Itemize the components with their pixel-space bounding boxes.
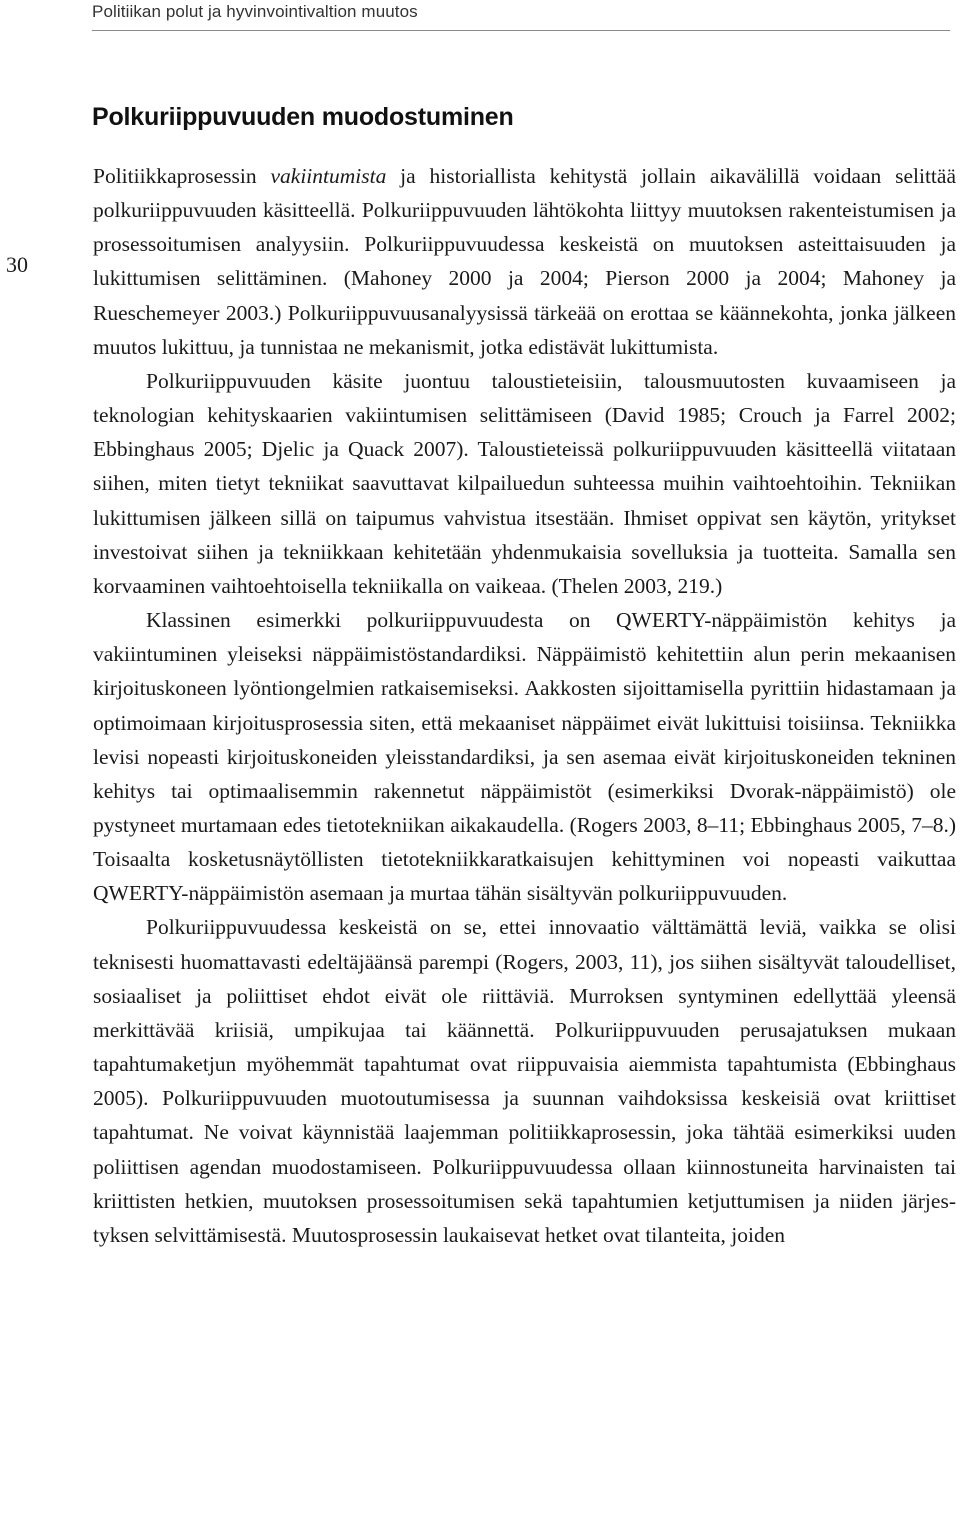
page-number: 30	[6, 252, 28, 277]
paragraph-1	[93, 159, 956, 364]
paragraph-3: Klassinen esimerkki polkuriippuvuudesta on QWERTY-näppäimistön kehitys ja vakiintuminen yleiseksi näppäimistöstandardiksi. Näppäimistö kehitettiin alun perin mekaanisen kirjoituskoneen lyöntiongelmien ratkaisemiseksi. Aakkosten sijoittamisella pyrittiin hidastamaan ja optimoimaan kirjoitusprosessia siten, että mekaaniset näppäimet eivät lukittuisi toisiinsa. Tekniikka levisi nopeasti kirjoituskoneiden yleisstandardiksi, ja sen asemaa eivät kirjoituskoneiden tekninen kehitys tai optimaalisemmin rakennetut näppäimistöt (esimerkiksi Dvorak-näppäimistö) ole pystyneet murtamaan edes tietotekniikan aikakaudella. (Rogers 2003, 8–11; Ebbinghaus 2005, 7–8.) Toisaalta kosketusnäytöllisten tietotekniikkaratkaisujen kehittyminen voi nopeasti vaikuttaa QWERTY-näppäimistön asemaan ja murtaa tähän sisältyvän polkuriippuvuuden.	[93, 608, 956, 906]
paragraph-1-lead: Politiikkaprosessin	[93, 164, 271, 188]
section-heading: Polkuriippuvuuden muodostuminen	[92, 103, 514, 131]
emphasized-term: vakiintumista	[270, 164, 387, 188]
header-rule	[92, 30, 950, 31]
paragraph-1-rest: ja historiallista kehitystä jollain aikavälillä voidaan selittää polkuriippuvuuden käsitteellä. Polkuriippuvuuden lähtökohta liittyy muutoksen rakenteistumisen ja prosessoitumisen analyysiin. Polkuriippuvuudessa keskeistä on muutoksen asteittaisuuden ja lukittumisen selittäminen. (Mahoney 2000 ja 2004; Pierson 2000 ja 2004; Mahoney ja Rueschemeyer 2003.) Polkuriippuvuusanalyysissä tärkeää on erottaa se käännekohta, jonka jälkeen muutos lukittuu, ja tunnistaa ne mekanismit, jotka edistävät lukittumista.	[93, 164, 956, 359]
paragraph-4: Polkuriippuvuudessa keskeistä on se, ettei innovaatio välttämättä leviä, vaikka se olisi teknisesti huomattavasti edeltäjäänsä parempi (Rogers, 2003, 11), jos siihen sisältyvät taloudelliset, sosiaaliset ja poliittiset ehdot eivät ole riittäviä. Murroksen syntyminen edellyttää yleensä merkittävää kriisiä, umpikujaa tai käännettä. Polkuriippuvuuden perusajatuksen mukaan tapahtumaketjun myöhemmät tapahtumat ovat riippuvaisia aiemmista tapahtumista (Ebbinghaus 2005). Polkuriippuvuuden muotoutumisessa ja suunnan vaihdoksissa keskeisiä ovat kriittiset tapahtumat. Ne voivat käynnistää laajemman politiikkaprosessin, joka tähtää esimerkiksi uuden poliittisen agendan muodostamiseen. Polkuriippuvuudessa ollaan kiinnostuneita harvinaisten tai kriittisten hetkien, muutoksen prosessoitumisen sekä tapahtumien ketjuttumisen ja niiden järjestyksen selvittämisestä. Muutosprosessin laukaisevat hetket ovat tilanteita, joiden	[93, 915, 956, 1247]
body-text	[93, 159, 956, 1252]
paragraph-2: Polkuriippuvuuden käsite juontuu taloustieteisiin, talousmuutosten kuvaamiseen ja teknologian kehityskaarien vakiintumisen selittämiseen (David 1985; Crouch ja Farrel 2002; Ebbinghaus 2005; Djelic ja Quack 2007). Taloustieteissä polkuriippuvuuden käsitteellä viitataan siihen, miten tietyt tekniikat saavuttavat kilpailuedun suhteessa muihin vaihtoehtoihin. Tekniikan lukittumisen jälkeen sillä on taipumus vahvistua itsestään. Ihmiset oppivat sen käytön, yritykset investoivat siihen ja tekniikkaan kehitetään yhdenmukaisia sovelluksia ja tuotteita. Samalla sen korvaaminen vaihtoehtoisella tekniikalla on vaikeaa. (Thelen 2003, 219.)	[93, 368, 956, 598]
running-header: Politiikan polut ja hyvinvointivaltion muutos	[92, 2, 418, 21]
